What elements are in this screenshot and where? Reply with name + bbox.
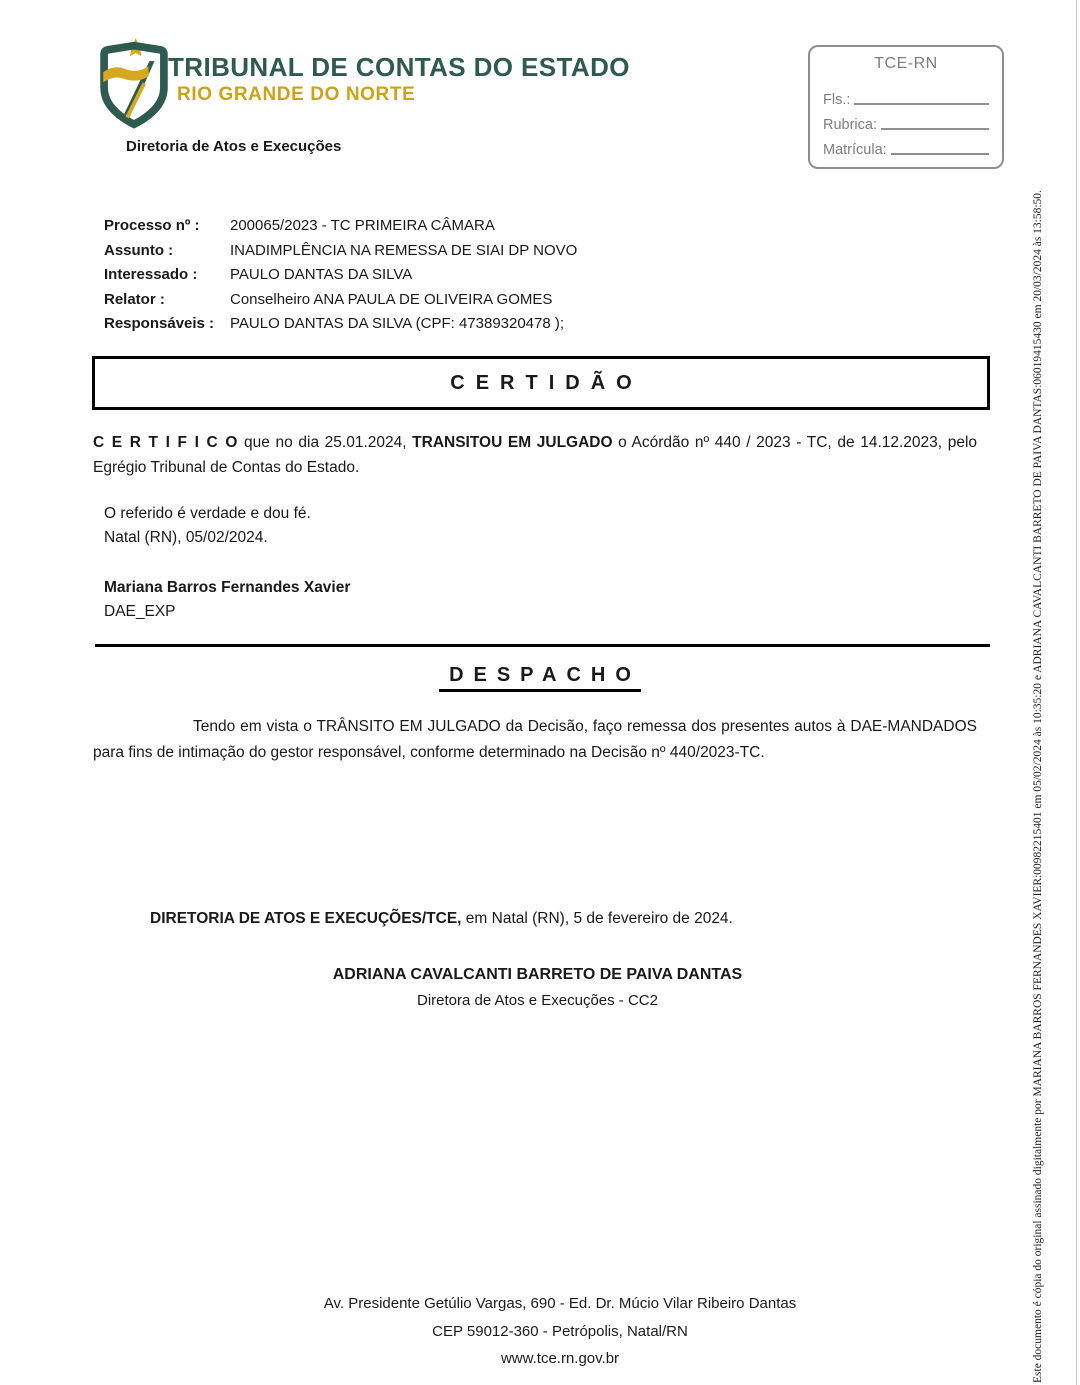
despacho-dept-line bbox=[150, 910, 733, 928]
stamp-field-label: Matrícula: bbox=[823, 142, 887, 158]
process-value: Conselheiro ANA PAULA DE OLIVEIRA GOMES bbox=[230, 290, 553, 308]
stamp-field-blank-line bbox=[854, 103, 989, 105]
process-label: Interessado : bbox=[104, 266, 198, 283]
stamp-field-fls bbox=[823, 83, 989, 108]
certidao-title: CERTIDÃO bbox=[450, 371, 643, 394]
dept-date: em Natal (RN), 5 de fevereiro de 2024. bbox=[461, 910, 733, 927]
process-row-numero bbox=[104, 214, 984, 239]
certifico-keyword: C E R T I F I C O bbox=[93, 434, 239, 451]
footer-line-website: www.tce.rn.gov.br bbox=[500, 1350, 620, 1367]
process-label: Responsáveis : bbox=[104, 315, 215, 332]
process-metadata bbox=[104, 214, 984, 337]
section-divider bbox=[95, 644, 990, 647]
footer-line-cep: CEP 59012-360 - Petrópolis, Natal/RN bbox=[432, 1322, 688, 1340]
transito-keyword: TRANSITOU EM JULGADO bbox=[412, 434, 613, 451]
tce-rn-shield-logo-icon bbox=[88, 38, 180, 132]
stamp-field-matricula bbox=[823, 133, 989, 158]
process-label: Relator : bbox=[104, 290, 165, 308]
process-row-relator bbox=[104, 288, 984, 313]
certidao-signature bbox=[104, 576, 350, 624]
dept-name: DIRETORIA DE ATOS E EXECUÇÕES/TCE, bbox=[150, 910, 462, 927]
despacho-title: DESPACHO bbox=[439, 664, 641, 692]
stamp-field-blank-line bbox=[881, 128, 989, 130]
stamp-field-rubrica bbox=[823, 108, 989, 133]
process-value: INADIMPLÊNCIA NA REMESSA DE SIAI DP NOVO bbox=[230, 241, 578, 259]
despacho-heading-wrap bbox=[0, 664, 1080, 692]
certifico-paragraph bbox=[93, 430, 977, 480]
stamp-field-label: Rubrica: bbox=[823, 117, 877, 133]
affirmation-block bbox=[104, 502, 311, 550]
process-value: PAULO DANTAS DA SILVA (CPF: 47389320478 ); bbox=[230, 315, 565, 332]
certidao-title-box bbox=[92, 356, 990, 410]
affirmation-line: O referido é verdade e dou fé. bbox=[104, 505, 311, 522]
org-region: RIO GRANDE DO NORTE bbox=[177, 84, 416, 105]
certifico-text: o Acórdão nº 440 / 2023 - TC, de 14.12.2023, pelo Egrégio Tribunal de Contas do Estado. bbox=[93, 434, 978, 476]
department-title: Diretoria de Atos e Execuções bbox=[126, 138, 342, 155]
despacho-paragraph: Tendo em vista o TRÂNSITO EM JULGADO da Decisão, faço remessa dos presentes autos à DAE-MANDADOS para fins de intimação do gestor responsável, conforme determinado na Decisão nº 440/2023-TC. bbox=[93, 718, 977, 761]
signer-name: Mariana Barros Fernandes Xavier bbox=[104, 579, 351, 596]
signer-role: DAE_EXP bbox=[104, 603, 176, 620]
digital-signature-note: Este documento é cópia do original assinado digitalmente por MARIANA BARROS FERNANDES XAVIER:00982215401 em 05/02/2024 às 10:35:20 e ADRIANA CAVALCANTI BARRETO DE PAIVA DANTAS:06019415430 em 20/03/2024 às 13:58:50. bbox=[1032, 190, 1044, 1383]
place-date-line: Natal (RN), 05/02/2024. bbox=[104, 529, 268, 546]
stamp-field-label: Fls.: bbox=[823, 92, 851, 108]
process-row-responsaveis bbox=[104, 312, 984, 337]
despacho-signer-role: Diretora de Atos e Execuções - CC2 bbox=[417, 992, 658, 1009]
stamp-title: TCE-RN bbox=[874, 55, 938, 72]
stamp-box bbox=[808, 45, 1004, 169]
process-row-assunto bbox=[104, 239, 984, 264]
process-label: Processo nº : bbox=[104, 217, 200, 234]
footer-line-address: Av. Presidente Getúlio Vargas, 690 - Ed. Dr. Múcio Vilar Ribeiro Dantas bbox=[323, 1295, 797, 1312]
process-value: 200065/2023 - TC PRIMEIRA CÂMARA bbox=[230, 217, 495, 234]
page-edge-line bbox=[1076, 0, 1077, 1385]
certifico-text: que no dia 25.01.2024, bbox=[238, 434, 413, 451]
process-row-interessado bbox=[104, 263, 984, 288]
process-label: Assunto : bbox=[104, 241, 174, 259]
process-value: PAULO DANTAS DA SILVA bbox=[230, 266, 413, 283]
footer-address bbox=[60, 1290, 1060, 1373]
despacho-signer-name: ADRIANA CAVALCANTI BARRETO DE PAIVA DANTAS bbox=[332, 966, 743, 983]
org-name: TRIBUNAL DE CONTAS DO ESTADO bbox=[168, 52, 630, 82]
stamp-field-blank-line bbox=[891, 153, 989, 155]
